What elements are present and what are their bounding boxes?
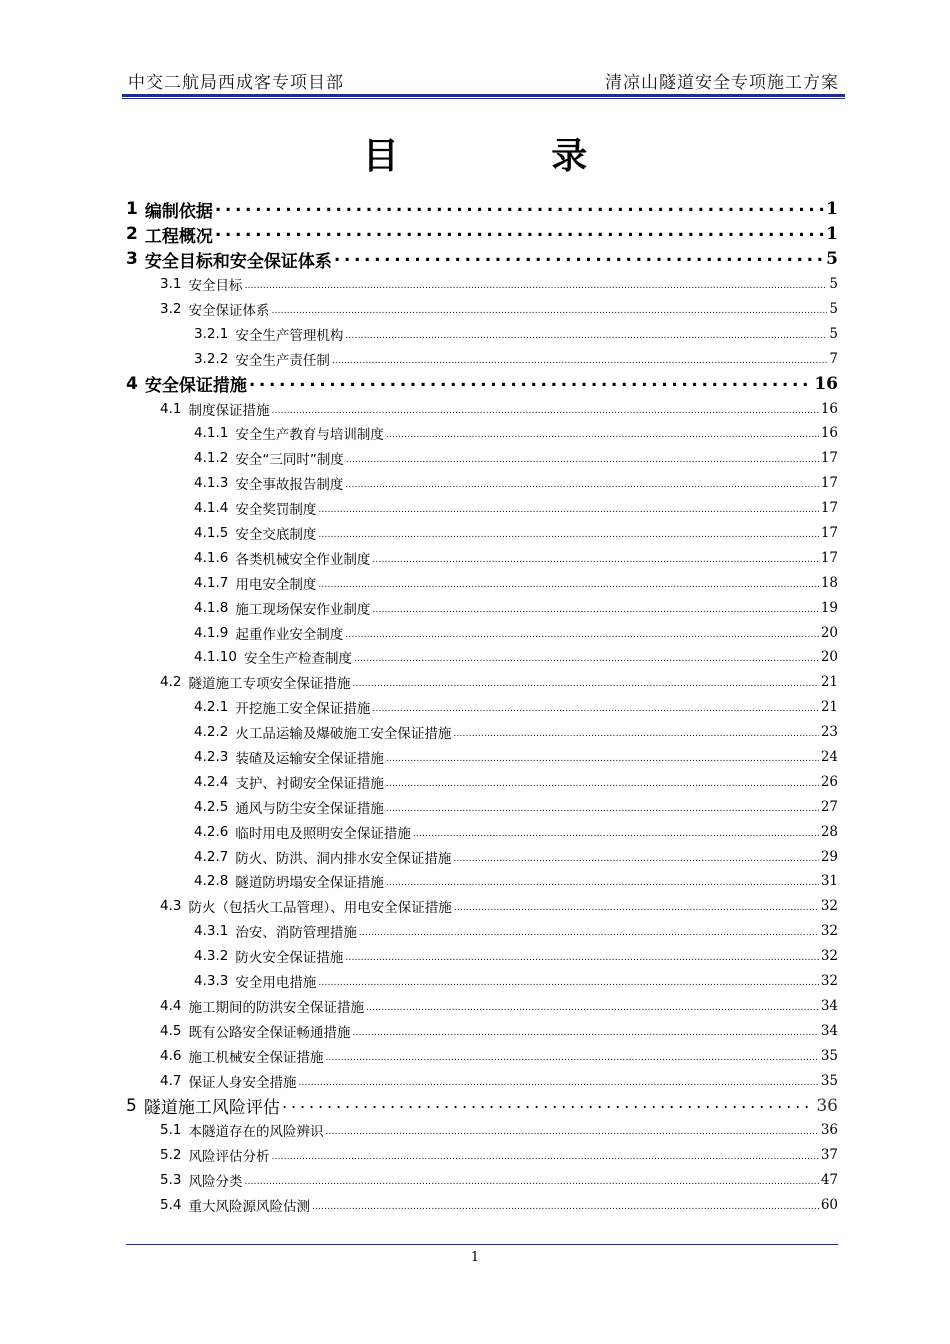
toc-leader-dots	[372, 605, 818, 615]
toc-entry-number: 4.1	[160, 400, 182, 417]
toc-entry-number: 4.2.8	[194, 873, 229, 890]
toc-leader-dots	[271, 406, 818, 416]
toc-entry-label: 本隧道存在的风险辨识	[188, 1124, 324, 1141]
toc-entry-number: 4.1.7	[194, 574, 229, 591]
toc-entry[interactable]	[126, 197, 838, 222]
toc-entry-label: 隧道施工风险评估	[143, 1098, 280, 1119]
toc-entry-page: 5	[826, 249, 838, 270]
toc-entry-page: 21	[820, 674, 838, 691]
toc-entry-label: 临时用电及照明安全保证措施	[235, 825, 411, 842]
toc-entry-label: 安全用电措施	[235, 975, 317, 992]
toc-entry-number: 4.2.4	[194, 773, 229, 790]
toc-entry[interactable]	[126, 944, 838, 969]
toc-entry-page: 5	[829, 276, 838, 293]
toc-entry-number: 4.3.2	[194, 948, 229, 965]
toc-leader-dots	[372, 555, 818, 565]
toc-entry-label: 开挖施工安全保证措施	[235, 701, 371, 718]
toc-entry[interactable]	[126, 297, 838, 322]
toc-entry[interactable]	[126, 645, 838, 670]
toc-entry-label: 风险分类	[188, 1174, 243, 1191]
toc-entry-label: 施工机械安全保证措施	[188, 1049, 324, 1066]
toc-entry-label: 制度保证措施	[188, 402, 270, 419]
toc-entry[interactable]	[126, 1118, 838, 1143]
toc-entry-label: 保证人身安全措施	[188, 1074, 297, 1091]
toc-entry[interactable]	[126, 496, 838, 521]
toc-leader-dots	[282, 1093, 815, 1113]
toc-entry-page: 20	[820, 649, 838, 666]
toc-entry-page: 24	[820, 749, 838, 766]
toc-entry[interactable]	[126, 1043, 838, 1068]
toc-entry-label: 各类机械安全作业制度	[235, 551, 371, 568]
toc-entry[interactable]	[126, 471, 838, 496]
toc-entry-page: 16	[820, 425, 838, 442]
toc-entry-number: 3.1	[160, 276, 182, 293]
toc-leader-dots	[318, 580, 818, 590]
toc-entry-page: 60	[820, 1197, 838, 1214]
toc-entry[interactable]	[126, 670, 838, 695]
toc-entry-number: 4.1.6	[194, 549, 229, 566]
toc-entry[interactable]	[126, 819, 838, 844]
toc-entry-number: 2	[126, 224, 138, 245]
toc-entry-number: 4.5	[160, 1022, 182, 1039]
toc-entry-page: 35	[820, 1047, 838, 1064]
toc-entry-page: 28	[820, 823, 838, 840]
toc-entry[interactable]	[126, 1143, 838, 1168]
toc-leader-dots	[413, 829, 819, 839]
toc-entry-page: 36	[816, 1095, 838, 1116]
toc-entry-page: 23	[820, 724, 838, 741]
toc-leader-dots	[244, 1177, 818, 1187]
toc-entry[interactable]	[126, 421, 838, 446]
toc-entry[interactable]	[126, 396, 838, 421]
toc-entry-label: 工程概况	[144, 226, 213, 247]
toc-leader-dots	[453, 729, 818, 739]
toc-entry-label: 安全目标	[188, 278, 243, 295]
toc-entry[interactable]	[126, 720, 838, 745]
toc-entry-number: 4.1.5	[194, 525, 229, 542]
toc-leader-dots	[325, 1053, 818, 1063]
toc-entry-page: 18	[820, 574, 838, 591]
toc-entry-number: 4.3.3	[194, 973, 229, 990]
toc-entry-number: 5	[126, 1095, 137, 1116]
toc-entry-number: 4.7	[160, 1072, 182, 1089]
toc-entry[interactable]	[126, 1093, 838, 1118]
toc-leader-dots	[334, 246, 824, 266]
toc-leader-dots	[346, 455, 819, 465]
toc-entry-number: 4.2.7	[194, 848, 229, 865]
toc-entry[interactable]	[126, 794, 838, 819]
toc-leader-dots	[215, 221, 824, 241]
page-number: 1	[470, 1250, 480, 1265]
toc-leader-dots	[249, 371, 812, 391]
toc-entry[interactable]	[126, 272, 838, 297]
toc-leader-dots	[332, 356, 828, 366]
toc-entry-page: 17	[820, 549, 838, 566]
toc-entry-number: 4.1.4	[194, 500, 229, 517]
toc-entry-page: 36	[820, 1122, 838, 1139]
toc-entry-page: 21	[820, 699, 838, 716]
toc-entry-page: 17	[820, 525, 838, 542]
toc-entry-number: 4.2.1	[194, 699, 229, 716]
toc-entry-number: 4.1.9	[194, 624, 229, 641]
toc-leader-dots	[312, 1202, 819, 1212]
toc-leader-dots	[318, 505, 818, 515]
toc-entry-number: 4.1.2	[194, 450, 229, 467]
toc-entry-label: 防火、防洪、洞内排水安全保证措施	[235, 850, 452, 867]
toc-entry-label: 重大风险源风险估测	[188, 1199, 310, 1216]
toc-entry-page: 16	[814, 373, 838, 394]
toc-entry-number: 4.2	[160, 674, 182, 691]
toc-entry-label: 编制依据	[144, 201, 213, 222]
toc-entry-page: 26	[820, 773, 838, 790]
toc-entry-label: 治安、消防管理措施	[235, 925, 357, 942]
toc-leader-dots	[453, 854, 818, 864]
table-of-contents	[126, 197, 838, 1218]
toc-entry-number: 4.3.1	[194, 923, 229, 940]
toc-entry-page: 7	[829, 350, 838, 367]
toc-entry-page: 32	[820, 948, 838, 965]
toc-entry-label: 防火安全保证措施	[235, 950, 344, 967]
toc-leader-dots	[352, 1028, 818, 1038]
toc-entry-page: 17	[820, 475, 838, 492]
toc-entry-number: 5.3	[160, 1172, 182, 1189]
toc-leader-dots	[244, 281, 827, 291]
toc-entry-number: 5.2	[160, 1147, 182, 1164]
toc-entry[interactable]	[126, 844, 838, 869]
toc-entry-label: 安全“三同时”制度	[235, 452, 344, 469]
toc-entry-number: 4.2.6	[194, 823, 229, 840]
toc-entry-page: 29	[820, 848, 838, 865]
toc-entry[interactable]	[126, 620, 838, 645]
page-header	[122, 68, 845, 94]
toc-entry[interactable]	[126, 222, 838, 247]
toc-entry-number: 4.2.2	[194, 724, 229, 741]
toc-entry-label: 风险评估分析	[188, 1149, 270, 1166]
toc-entry-label: 支护、衬砌安全保证措施	[235, 775, 384, 792]
toc-entry-page: 1	[826, 224, 838, 245]
toc-leader-dots	[386, 430, 819, 440]
toc-entry-number: 4.2.3	[194, 749, 229, 766]
toc-leader-dots	[386, 754, 819, 764]
toc-entry[interactable]	[126, 769, 838, 794]
toc-leader-dots	[325, 1127, 818, 1137]
toc-entry-label: 安全目标和安全保证体系	[144, 251, 332, 272]
toc-entry[interactable]	[126, 521, 838, 546]
toc-leader-dots	[352, 679, 818, 689]
toc-entry-label: 施工现场保安作业制度	[235, 601, 371, 618]
toc-leader-dots	[372, 704, 818, 714]
toc-leader-dots	[345, 630, 818, 640]
header-project-name: 中交二航局西成客专项目部	[128, 73, 344, 93]
toc-entry[interactable]	[126, 595, 838, 620]
toc-entry-label: 安全交底制度	[235, 527, 317, 544]
toc-entry-page: 31	[820, 873, 838, 890]
toc-entry-label: 安全生产检查制度	[243, 651, 352, 668]
toc-entry-label: 隧道防坍塌安全保证措施	[235, 875, 384, 892]
toc-entry-number: 3.2.2	[194, 350, 229, 367]
toc-leader-dots	[366, 1003, 819, 1013]
toc-entry-label: 安全生产管理机构	[235, 327, 344, 344]
toc-leader-dots	[386, 878, 819, 888]
toc-entry-number: 5.4	[160, 1197, 182, 1214]
toc-entry-label: 既有公路安全保证畅通措施	[188, 1024, 351, 1041]
toc-entry-label: 安全保证措施	[144, 376, 247, 397]
toc-entry-label: 装碴及运输安全保证措施	[235, 751, 384, 768]
toc-leader-dots	[345, 480, 818, 490]
toc-leader-dots	[454, 903, 819, 913]
toc-entry-number: 4	[126, 373, 138, 394]
toc-entry-label: 起重作业安全制度	[235, 626, 344, 643]
toc-entry[interactable]	[126, 1168, 838, 1193]
toc-entry-page: 19	[820, 599, 838, 616]
toc-entry-label: 用电安全制度	[235, 576, 317, 593]
toc-entry[interactable]	[126, 321, 838, 346]
toc-entry-page: 32	[820, 973, 838, 990]
toc-entry-number: 5.1	[160, 1122, 182, 1139]
toc-entry-page: 16	[820, 400, 838, 417]
toc-entry-number: 4.6	[160, 1047, 182, 1064]
toc-leader-dots	[271, 1152, 818, 1162]
toc-leader-dots	[318, 978, 818, 988]
toc-entry[interactable]	[126, 545, 838, 570]
toc-entry-page: 35	[820, 1072, 838, 1089]
toc-leader-dots	[345, 953, 818, 963]
toc-entry-label: 安全保证体系	[188, 303, 270, 319]
toc-entry[interactable]	[126, 247, 838, 272]
toc-entry-number: 3.2	[160, 301, 182, 317]
toc-entry-number: 4.1.1	[194, 425, 229, 442]
header-rule	[122, 94, 845, 97]
toc-leader-dots	[386, 779, 819, 789]
toc-leader-dots	[215, 196, 824, 216]
toc-leader-dots	[271, 306, 827, 316]
toc-leader-dots	[354, 654, 819, 664]
toc-leader-dots	[318, 530, 818, 540]
toc-entry[interactable]	[126, 346, 838, 371]
toc-entry-page: 17	[820, 500, 838, 517]
toc-entry-page: 17	[820, 450, 838, 467]
toc-entry[interactable]	[126, 919, 838, 944]
toc-entry-label: 施工期间的防洪安全保证措施	[188, 999, 364, 1016]
toc-entry-number: 1	[126, 199, 138, 220]
toc-entry-number: 4.1.3	[194, 475, 229, 492]
toc-entry-number: 4.1.8	[194, 599, 229, 616]
header-rule-thin	[122, 98, 845, 99]
toc-entry[interactable]	[126, 695, 838, 720]
toc-entry-page: 47	[820, 1172, 838, 1189]
toc-entry[interactable]	[126, 894, 838, 919]
toc-entry-number: 4.2.5	[194, 798, 229, 815]
toc-entry-number: 3	[126, 249, 138, 270]
toc-entry[interactable]	[126, 745, 838, 770]
toc-entry-label: 隧道施工专项安全保证措施	[188, 676, 351, 693]
toc-entry-label: 安全事故报告制度	[235, 477, 344, 494]
toc-entry-label: 通风与防尘安全保证措施	[235, 800, 384, 817]
toc-leader-dots	[359, 928, 819, 938]
toc-entry-label: 安全奖罚制度	[235, 502, 317, 519]
toc-entry-label: 防火（包括火工品管理）、用电安全保证措施	[188, 900, 452, 917]
toc-entry-page: 5	[829, 325, 838, 342]
toc-entry[interactable]	[126, 446, 838, 471]
toc-entry-page: 34	[820, 1022, 838, 1039]
toc-entry-page: 1	[826, 199, 838, 220]
toc-entry[interactable]	[126, 969, 838, 994]
header-document-title: 清凉山隧道安全专项施工方案	[605, 73, 839, 93]
toc-leader-dots	[345, 331, 827, 341]
toc-entry-page: 5	[829, 301, 838, 317]
toc-entry-label: 安全生产责任制	[235, 352, 330, 369]
toc-entry-number: 4.4	[160, 997, 182, 1014]
toc-entry-number: 4.3	[160, 898, 182, 915]
toc-entry-number: 3.2.1	[194, 325, 229, 342]
toc-entry[interactable]	[126, 869, 838, 894]
toc-entry[interactable]	[126, 994, 838, 1019]
toc-entry[interactable]	[126, 570, 838, 595]
toc-entry[interactable]	[126, 371, 838, 396]
toc-entry-page: 37	[820, 1147, 838, 1164]
toc-entry-label: 火工品运输及爆破施工安全保证措施	[235, 726, 452, 743]
toc-entry-page: 32	[820, 898, 838, 915]
toc-leader-dots	[298, 1078, 818, 1088]
toc-leader-dots	[386, 804, 819, 814]
toc-entry-page: 27	[820, 798, 838, 815]
toc-entry-page: 34	[820, 997, 838, 1014]
toc-entry-label: 安全生产教育与培训制度	[235, 427, 384, 444]
footer-rule	[126, 1244, 838, 1245]
toc-entry[interactable]	[126, 1018, 838, 1043]
toc-entry-number: 4.1.10	[194, 649, 237, 666]
toc-entry[interactable]	[126, 1193, 838, 1218]
toc-entry-page: 32	[820, 923, 838, 940]
toc-entry-page: 20	[820, 624, 838, 641]
toc-entry[interactable]	[126, 1068, 838, 1093]
page-title: 目 录	[362, 136, 658, 177]
